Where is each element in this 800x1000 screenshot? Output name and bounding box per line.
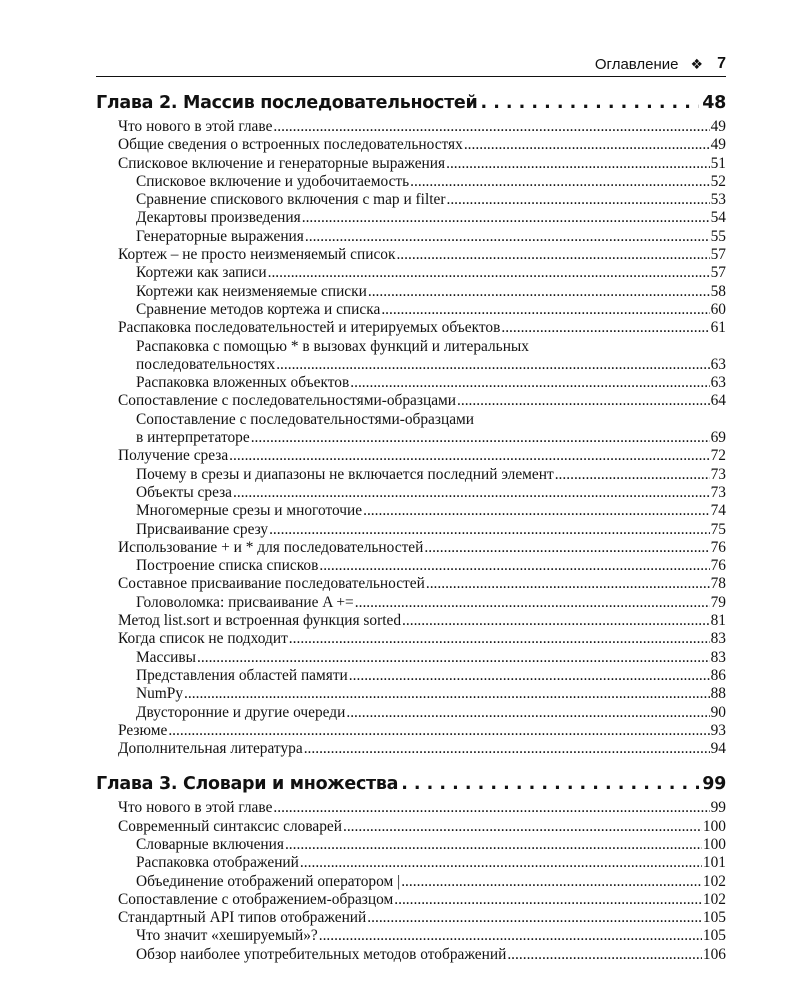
toc-entry bbox=[96, 173, 726, 191]
toc-entry-page: 102 bbox=[702, 890, 726, 908]
toc-entry bbox=[96, 466, 726, 484]
header-rule bbox=[96, 76, 726, 77]
toc-entry-title: Распаковка отображений bbox=[136, 854, 299, 872]
toc-entry bbox=[96, 356, 726, 374]
dot-leader bbox=[251, 429, 710, 447]
toc-entry bbox=[96, 283, 726, 301]
toc-entry bbox=[96, 740, 726, 758]
chapter-gap bbox=[96, 758, 726, 769]
toc-entry-page: 73 bbox=[710, 465, 726, 483]
toc-entry-page: 55 bbox=[710, 227, 726, 245]
toc-entry-title: Сопоставление с последовательностями-образцами bbox=[118, 392, 457, 410]
toc-entry bbox=[96, 191, 726, 209]
toc-entry-page: 73 bbox=[710, 483, 726, 501]
dot-leader bbox=[269, 521, 710, 539]
toc-entry-page: 106 bbox=[702, 945, 726, 963]
toc-entry-title: Генераторные выражения bbox=[136, 227, 304, 245]
toc-entry-title: Когда список не подходит bbox=[118, 630, 288, 648]
toc-entry bbox=[96, 685, 726, 703]
toc-entry-page: 94 bbox=[710, 740, 726, 758]
toc-entry-page: 105 bbox=[702, 927, 726, 945]
dot-leader bbox=[401, 769, 699, 799]
toc-entry bbox=[96, 557, 726, 575]
toc-entry-title: Сопоставление с отображением-образцом bbox=[118, 890, 394, 908]
chapter-page: 99 bbox=[702, 774, 726, 795]
dot-leader bbox=[273, 118, 709, 136]
toc-entry-title: Составное присваивание последовательностей bbox=[118, 575, 425, 593]
toc-entry bbox=[96, 927, 726, 945]
toc-entry-title: Объекты среза bbox=[136, 483, 232, 501]
toc-entry-title-cont: последовательностях bbox=[136, 355, 276, 373]
toc-entry-page: 81 bbox=[710, 612, 726, 630]
toc-entry-title: Словарные включения bbox=[136, 835, 284, 853]
toc-entry-title: Списковое включение и генераторные выражения bbox=[118, 154, 446, 172]
toc-entry-page: 78 bbox=[710, 575, 726, 593]
toc-entry-title: Использование + и * для последовательностей bbox=[118, 538, 424, 556]
toc-entry-title: Декартовы произведения bbox=[136, 209, 301, 227]
toc-entry-page: 52 bbox=[710, 172, 726, 190]
toc-entry-line bbox=[96, 411, 726, 429]
table-of-contents bbox=[96, 88, 726, 964]
toc-entry bbox=[96, 447, 726, 465]
toc-entry-page: 54 bbox=[710, 209, 726, 227]
toc-entry-page: 102 bbox=[702, 872, 726, 890]
dot-leader bbox=[367, 909, 702, 927]
toc-entry-page: 79 bbox=[710, 593, 726, 611]
toc-entry-page: 86 bbox=[710, 666, 726, 684]
dot-leader bbox=[233, 484, 710, 502]
toc-entry-page: 58 bbox=[710, 282, 726, 300]
toc-entry-page: 51 bbox=[710, 154, 726, 172]
toc-entry-page: 76 bbox=[710, 557, 726, 575]
toc-entry bbox=[96, 246, 726, 264]
toc-entry-page: 53 bbox=[710, 191, 726, 209]
toc-entry-title: Получение среза bbox=[118, 447, 229, 465]
toc-entry-title: Дополнительная литература bbox=[118, 740, 303, 758]
toc-entry bbox=[96, 392, 726, 410]
toc-entry-title: Обзор наиболее употребительных методов отображений bbox=[136, 945, 507, 963]
toc-entry-title: Что нового в этой главе bbox=[118, 799, 273, 817]
toc-entry bbox=[96, 836, 726, 854]
toc-entry-page: 76 bbox=[710, 538, 726, 556]
toc-entry bbox=[96, 704, 726, 722]
chapter-heading bbox=[96, 769, 726, 799]
toc-entry bbox=[96, 612, 726, 630]
dot-leader bbox=[401, 873, 702, 891]
chapter-title: Глава 3. Словари и множества bbox=[96, 774, 399, 795]
toc-entry-line bbox=[96, 338, 726, 356]
toc-entry bbox=[96, 502, 726, 520]
dot-leader bbox=[319, 927, 702, 945]
dot-leader bbox=[457, 392, 710, 410]
toc-entry-title: Почему в срезы и диапазоны не включается последний элемент bbox=[136, 465, 554, 483]
header-page-number: 7 bbox=[717, 55, 726, 72]
toc-entry-page: 61 bbox=[710, 319, 726, 337]
dot-leader bbox=[355, 594, 710, 612]
toc-entry bbox=[96, 118, 726, 136]
toc-entry-title: Многомерные срезы и многоточие bbox=[136, 502, 363, 520]
toc-entry-page: 88 bbox=[710, 685, 726, 703]
chapter-heading bbox=[96, 88, 726, 118]
toc-entry-page: 60 bbox=[710, 300, 726, 318]
toc-entry-title: Массивы bbox=[136, 648, 197, 666]
dot-leader bbox=[346, 704, 709, 722]
toc-entry-title: Общие сведения о встроенных последовательностях bbox=[118, 136, 463, 154]
toc-entry bbox=[96, 649, 726, 667]
dot-leader bbox=[319, 557, 709, 575]
toc-entry-title: Сопоставление с последовательностями-образцами bbox=[136, 410, 475, 428]
dot-leader bbox=[349, 667, 710, 685]
dot-leader bbox=[410, 173, 709, 191]
ornament-icon: ❖ bbox=[690, 55, 704, 72]
dot-leader bbox=[394, 891, 702, 909]
toc-entry bbox=[96, 799, 726, 817]
dot-leader bbox=[268, 264, 710, 282]
toc-entry bbox=[96, 301, 726, 319]
dot-leader bbox=[555, 466, 710, 484]
dot-leader bbox=[343, 818, 702, 836]
toc-entry bbox=[96, 521, 726, 539]
toc-entry bbox=[96, 319, 726, 337]
toc-entry bbox=[96, 136, 726, 154]
toc-entry-title: Сравнение методов кортежа и списка bbox=[136, 300, 381, 318]
toc-entry bbox=[96, 818, 726, 836]
toc-entry bbox=[96, 594, 726, 612]
toc-entry-title: Распаковка последовательностей и итерируемых объектов bbox=[118, 319, 501, 337]
toc-entry-page: 100 bbox=[702, 817, 726, 835]
toc-entry-title: NumPy bbox=[136, 685, 184, 703]
dot-leader bbox=[480, 88, 699, 118]
chapter-title: Глава 2. Массив последовательностей bbox=[96, 93, 478, 113]
toc-entry-page: 57 bbox=[710, 264, 726, 282]
toc-entry-title: Представления областей памяти bbox=[136, 666, 348, 684]
toc-entry-title: Построение списка списков bbox=[136, 557, 319, 575]
toc-entry-page: 63 bbox=[710, 374, 726, 392]
dot-leader bbox=[464, 136, 710, 154]
header-section-title: Оглавление bbox=[594, 55, 679, 73]
dot-leader bbox=[305, 228, 710, 246]
dot-leader bbox=[396, 246, 709, 264]
toc-entry bbox=[96, 873, 726, 891]
toc-entry-title: Распаковка вложенных объектов bbox=[136, 374, 350, 392]
dot-leader bbox=[501, 319, 709, 337]
toc-entry-page: 49 bbox=[710, 118, 726, 135]
dot-leader bbox=[363, 502, 710, 520]
toc-entry bbox=[96, 891, 726, 909]
toc-entry-title: Что значит «хешируемый»? bbox=[136, 927, 318, 945]
toc-entry bbox=[96, 155, 726, 173]
dot-leader bbox=[402, 612, 710, 630]
toc-entry-title: Объединение отображений оператором | bbox=[136, 872, 401, 890]
toc-entry bbox=[96, 667, 726, 685]
toc-entry-title: Современный синтаксис словарей bbox=[118, 817, 342, 835]
toc-entry-title: Присваивание срезу bbox=[136, 520, 269, 538]
toc-entry-title: Списковое включение и удобочитаемость bbox=[136, 172, 410, 190]
toc-entry-title: Распаковка с помощью * в вызовах функций и литеральных bbox=[136, 337, 529, 355]
dot-leader bbox=[184, 685, 710, 703]
toc-entry bbox=[96, 575, 726, 593]
dot-leader bbox=[229, 447, 709, 465]
toc-entry-title: Двусторонние и другие очереди bbox=[136, 703, 346, 721]
toc-entry bbox=[96, 946, 726, 964]
toc-entry-page: 99 bbox=[710, 799, 726, 817]
dot-leader bbox=[168, 722, 709, 740]
toc-entry-page: 69 bbox=[710, 429, 726, 447]
toc-entry bbox=[96, 484, 726, 502]
toc-entry bbox=[96, 539, 726, 557]
dot-leader bbox=[276, 356, 709, 374]
toc-entry-page: 72 bbox=[710, 447, 726, 465]
toc-entry-page: 74 bbox=[710, 502, 726, 520]
toc-entry-page: 57 bbox=[710, 246, 726, 264]
toc-entry-title: Что нового в этой главе bbox=[118, 118, 273, 135]
toc-entry-title: Сравнение спискового включения с map и filter bbox=[136, 191, 446, 209]
dot-leader bbox=[446, 155, 710, 173]
toc-entry-title: Кортеж – не просто неизменяемый список bbox=[118, 246, 396, 264]
toc-entry-page: 75 bbox=[710, 520, 726, 538]
dot-leader bbox=[302, 209, 710, 227]
toc-entry-page: 83 bbox=[710, 630, 726, 648]
toc-entry bbox=[96, 209, 726, 227]
dot-leader bbox=[426, 575, 710, 593]
toc-entry-title-cont: в интерпретаторе bbox=[136, 429, 250, 447]
toc-entry bbox=[96, 909, 726, 927]
dot-leader bbox=[507, 946, 702, 964]
dot-leader bbox=[285, 836, 702, 854]
dot-leader bbox=[300, 854, 702, 872]
toc-entry bbox=[96, 228, 726, 246]
toc-entry-page: 101 bbox=[702, 854, 726, 872]
toc-entry-page: 90 bbox=[710, 703, 726, 721]
toc-entry bbox=[96, 722, 726, 740]
dot-leader bbox=[289, 630, 710, 648]
toc-entry bbox=[96, 854, 726, 872]
toc-entry-page: 105 bbox=[702, 909, 726, 927]
toc-entry-page: 100 bbox=[702, 835, 726, 853]
running-header bbox=[96, 54, 726, 74]
toc-entry-title: Резюме bbox=[118, 721, 168, 739]
toc-entry bbox=[96, 630, 726, 648]
dot-leader bbox=[350, 374, 709, 392]
dot-leader bbox=[304, 740, 710, 758]
toc-entry bbox=[96, 429, 726, 447]
dot-leader bbox=[381, 301, 709, 319]
toc-entry-title: Стандартный API типов отображений bbox=[118, 909, 367, 927]
toc-entry-page: 93 bbox=[710, 721, 726, 739]
toc-entry bbox=[96, 264, 726, 282]
dot-leader bbox=[368, 283, 710, 301]
dot-leader bbox=[424, 539, 709, 557]
toc-entry-page: 63 bbox=[710, 355, 726, 373]
dot-leader bbox=[273, 799, 709, 817]
toc-entry-page: 49 bbox=[710, 136, 726, 154]
toc-entry-page: 83 bbox=[710, 648, 726, 666]
toc-entry-title: Метод list.sort и встроенная функция sorted bbox=[118, 612, 402, 630]
dot-leader bbox=[197, 649, 710, 667]
toc-entry-title: Кортежи как неизменяемые списки bbox=[136, 282, 367, 300]
toc-entry-title: Кортежи как записи bbox=[136, 264, 267, 282]
dot-leader bbox=[446, 191, 709, 209]
toc-entry-page: 64 bbox=[710, 392, 726, 410]
toc-entry-title: Головоломка: присваивание A += bbox=[136, 593, 354, 611]
toc-entry bbox=[96, 374, 726, 392]
chapter-page: 48 bbox=[702, 93, 726, 113]
